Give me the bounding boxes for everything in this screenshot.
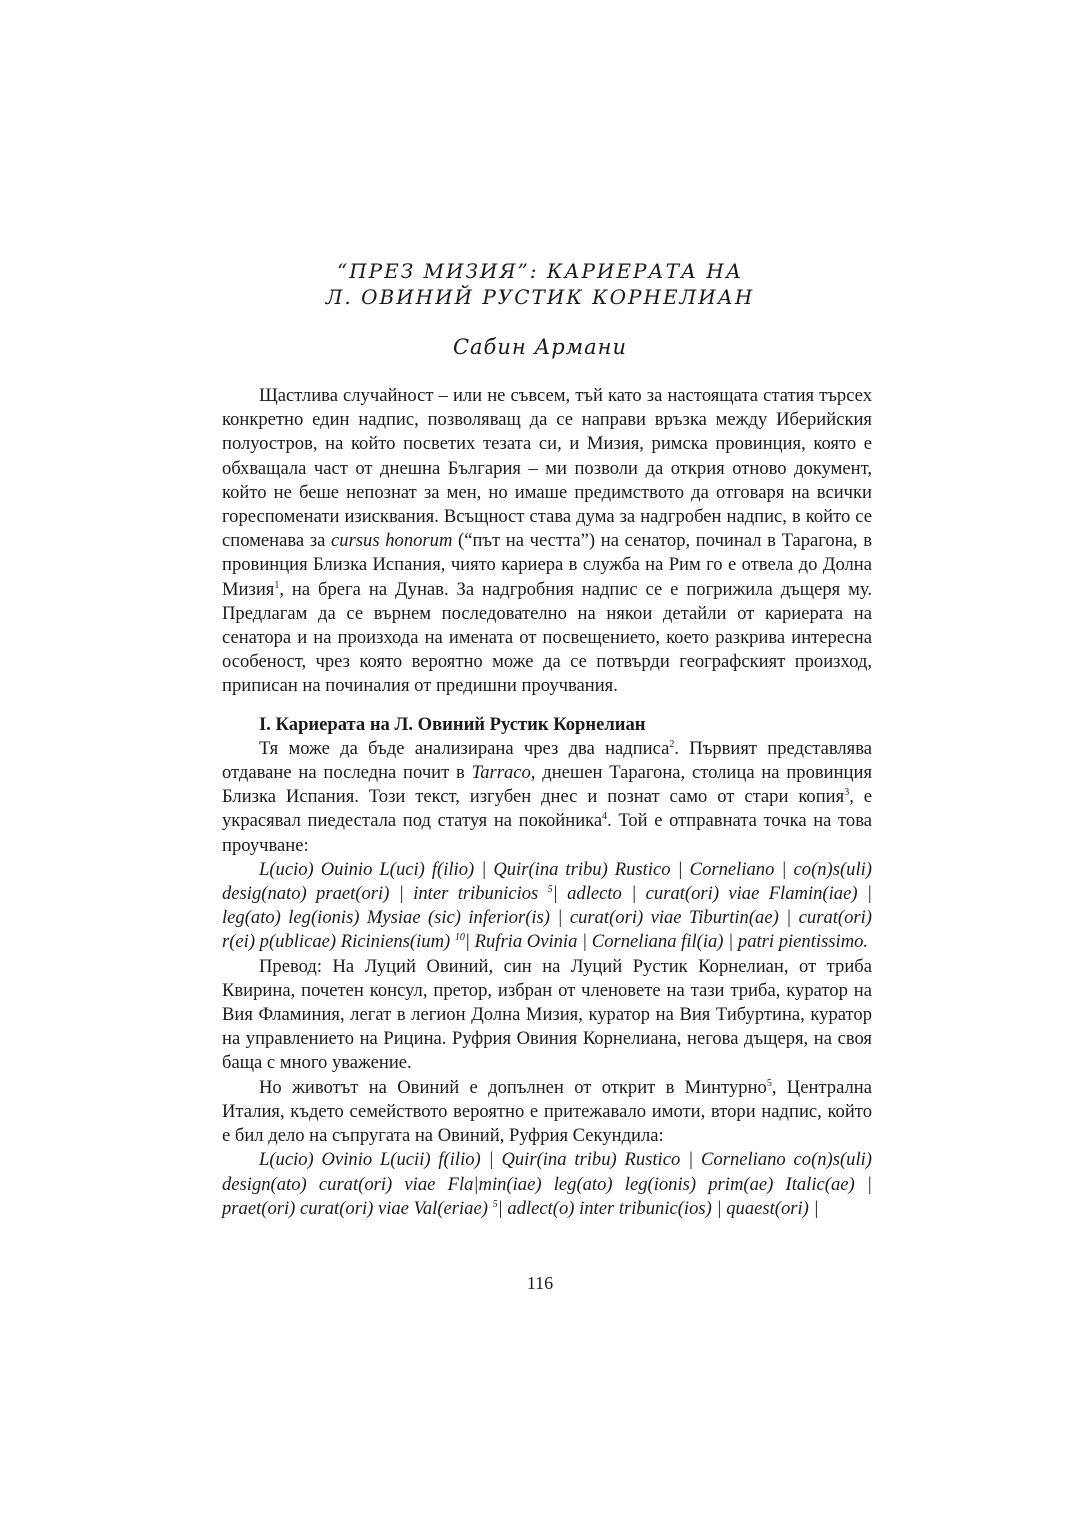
inscription-2: L(ucio) Ovinio L(ucii) f(ilio) | Quir(ina tribu) Rustico | Corneliano co(n)s(uli) design(ato) curat(ori) viae Fla|min(iae) leg(ato) leg(ionis) prim(ae) Italic(ae) | praet(ori) curat(ori) viae Val(eriae) $^5$| adlect(o) inter tribunic(ios) | quaest(ori) | bbox=[222, 1149, 872, 1219]
footnote-ref[interactable]: 2 bbox=[669, 738, 675, 750]
footnote-ref[interactable]: 5 bbox=[766, 1077, 772, 1089]
article-title-line2: Л. ОВИНИЙ РУСТИК КОРНЕЛИАН bbox=[325, 285, 755, 309]
footnote-ref[interactable]: 3 bbox=[844, 787, 850, 799]
line-number: 10 bbox=[454, 932, 465, 944]
article-title-line1: “ПРЕЗ МИЗИЯ”: КАРИЕРАТА НА bbox=[337, 259, 743, 283]
section-heading: I. Кариерата на Л. Овиний Рустик Корнелиан bbox=[259, 713, 646, 735]
term-cursus-honorum: cursus honorum bbox=[331, 530, 453, 552]
line-number: 5 bbox=[492, 1198, 498, 1210]
author-name: Сабин Армани bbox=[452, 335, 628, 359]
inscription-1: L(ucio) Ouinio L(uci) f(ilio) | Quir(ina tribu) Rustico | Corneliano | co(n)s(uli) desig(nato) praet(ori) | inter tribunicios $^5$| adlecto | curat(ori) viae Flamin(iae) | leg(ato) leg(ionis) Mysiae (sic) inferior(is) | curat(ori) viae Tiburtin(ae) | curat(ori) r(ei) p(ublicae) Riciniens(ium) $^{10}$| Rufria Ovinia | Corneliana fil(ia) | patri pientissimo. bbox=[222, 858, 872, 953]
body-text bbox=[222, 384, 872, 1221]
line-number: 5 bbox=[547, 883, 553, 895]
footnote-ref[interactable]: 1 bbox=[274, 579, 280, 591]
page-number: 116 bbox=[526, 1273, 554, 1293]
footnote-ref[interactable]: 4 bbox=[602, 811, 608, 823]
section-paragraph: Но животът на Овиний е допълнен от открит в Минтурно$^5$, Централна Италия, където семейството вероятно е притежавало имоти, втори надпис, който е бил дело на съпругата на Овиний, Руфрия Секундила: bbox=[222, 1076, 872, 1147]
section-paragraph: Тя може да бъде анализирана чрез два надписа$^2$. Първият представлява отдаване на последна почит в Tarraco, днешен Тарагона, столица на провинция Близка Испания. Този текст, изгубен днес и познат само от стари копия$^3$, е украсявал пиедестала под статуя на покойника$^4$. Той е отправната точка на това проучване: bbox=[222, 737, 872, 856]
intro-paragraph: Щастлива случайност – или не съвсем, тъй като за настоящата статия търсех конкретно един надпис, позволяващ да се направи връзка между Иберийския полуостров, на който посветих тезата си, и Мизия, римска провинция, която е обхващала част от днешна България – ми позволи да открия отново документ, който не беше непознат за мен, но имаше предимството да отговаря на всички гореспоменати изисквания. Всъщност става дума за надгробен надпис, в който се споменава за cursus honorum (“път на честта”) на сенатор, починал в Тарагона, в провинция Близка Испания, чиято кариера в служба на Рим го е отвела до Долна Мизия$^1$, на брега на Дунав. За надгробния надпис се е погрижила дъщеря му. Предлагам да се върнем последователно на някои детайли от кариерата на сенатора и на произхода на имената от посвещението, което разкрива интересна особеност, чрез която вероятно може да се потвърди географският произход, приписан на починалия от предишни проучвания. bbox=[222, 385, 872, 697]
translation-paragraph: Превод: На Луций Овиний, син на Луций Рустик Корнелиан, от триба Квирина, почетен консул, претор, избран от членовете на тази триба, куратор на Вия Фламиния, легат в легион Долна Мизия, куратор на Вия Тибуртина, куратор на управлението на Рицина. Руфрия Овиния Корнелиана, негова дъщеря, на своя баща с много уважение. bbox=[222, 955, 872, 1074]
